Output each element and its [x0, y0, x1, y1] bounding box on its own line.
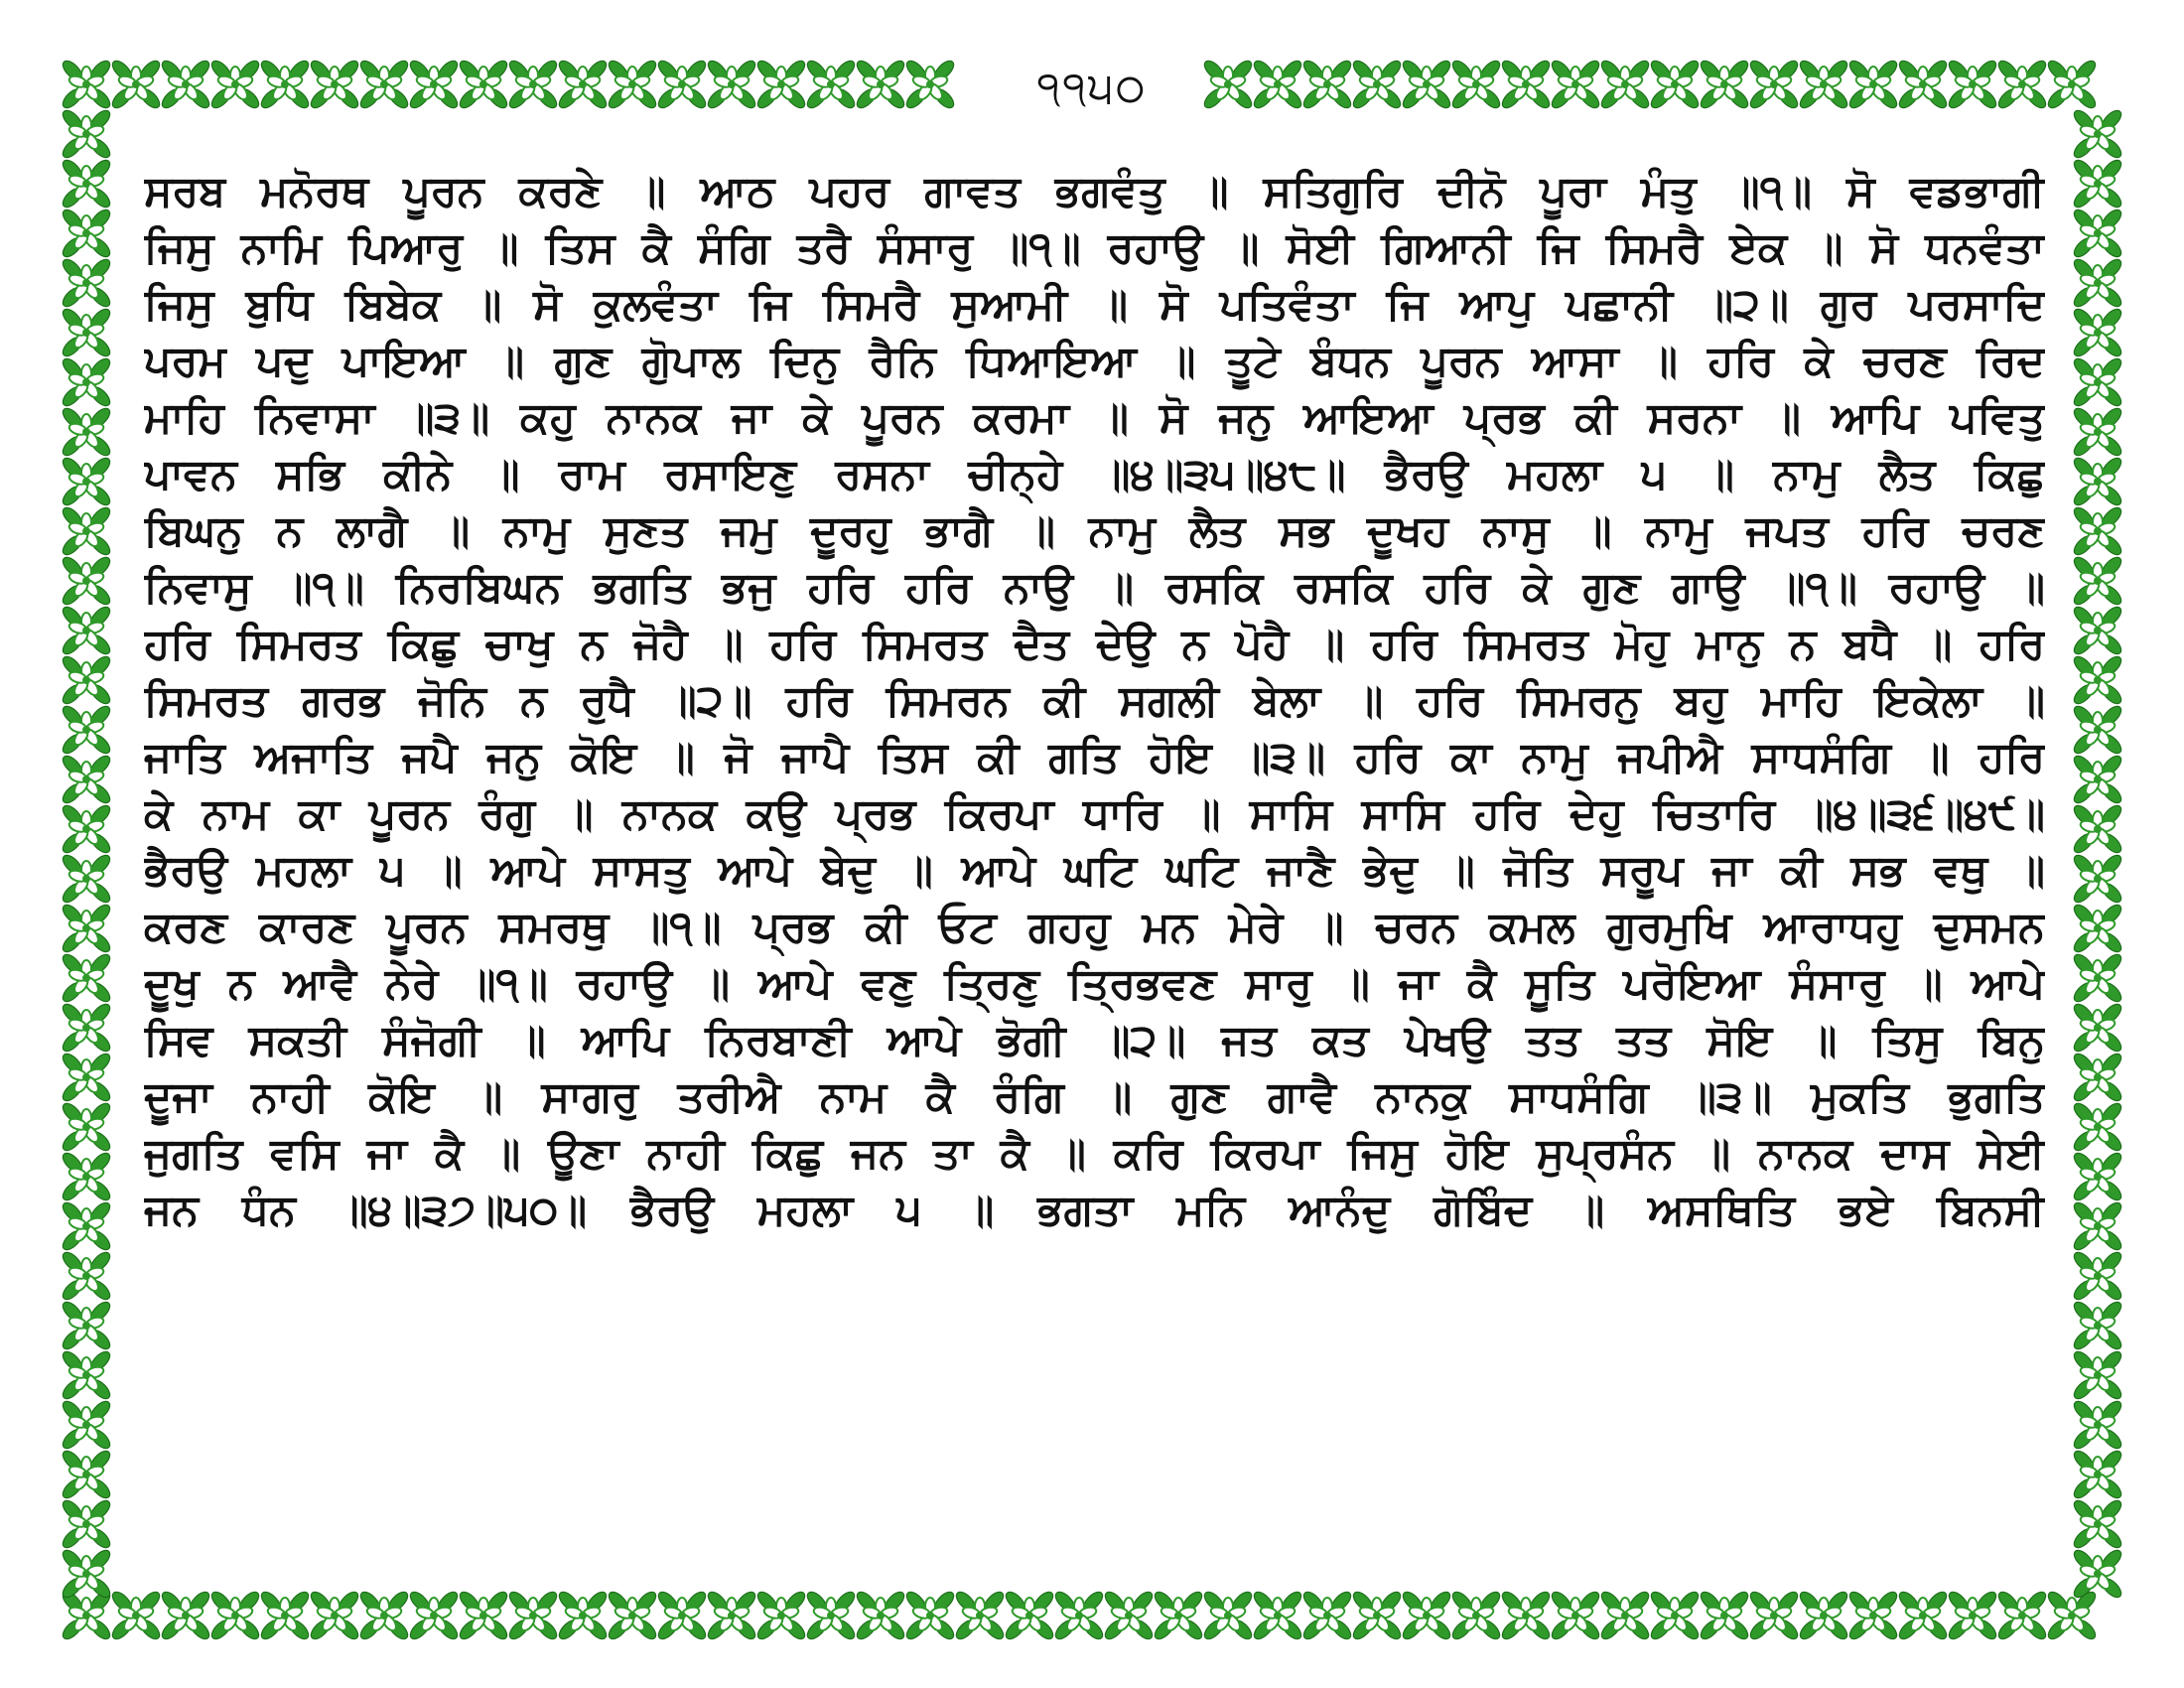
flower-icon: [2045, 1589, 2099, 1642]
flower-icon: [60, 157, 113, 211]
flower-icon: [1152, 1589, 1205, 1642]
flower-icon: [1350, 58, 1404, 111]
text-line: ਭੈਰਉ ਮਹਲਾ ੫ ॥ ਆਪੇ ਸਾਸਤੁ ਆਪੇ ਬੇਦੁ ॥ ਆਪੇ ਘਟਿ ਘਟਿ ਜਾਣੈ ਭੇਦੁ ॥ ਜੋਤਿ ਸਰੂਪ ਜਾ ਕੀ ਸਭ ਵਥੁ ॥: [144, 846, 2045, 896]
flower-icon: [1747, 1589, 1801, 1642]
flower-icon: [308, 58, 361, 111]
flower-icon: [2071, 1448, 2124, 1501]
flower-icon: [60, 1199, 113, 1253]
flower-icon: [2071, 852, 2124, 906]
flower-icon: [60, 58, 113, 111]
flower-icon: [159, 1589, 212, 1642]
flower-icon: [754, 1589, 808, 1642]
flower-icon: [60, 1100, 113, 1154]
flower-icon: [1946, 58, 1999, 111]
flower-icon: [1400, 58, 1453, 111]
flower-icon: [2071, 1299, 2124, 1352]
flower-icon: [1499, 58, 1553, 111]
flower-icon: [60, 1547, 113, 1601]
flower-icon: [1747, 58, 1801, 111]
flower-icon: [2071, 1249, 2124, 1303]
flower-icon: [556, 58, 610, 111]
flower-icon: [2071, 256, 2124, 310]
flower-icon: [2071, 951, 2124, 1005]
flower-icon: [60, 455, 113, 508]
flower-icon: [1797, 58, 1850, 111]
flower-icon: [60, 1249, 113, 1303]
flower-icon: [2071, 1497, 2124, 1551]
flower-icon: [2071, 207, 2124, 260]
flower-icon: [60, 852, 113, 906]
flower-icon: [208, 58, 262, 111]
flower-icon: [1300, 1589, 1354, 1642]
flower-icon: [60, 107, 113, 161]
flower-icon: [1598, 1589, 1652, 1642]
flower-icon: [854, 1589, 907, 1642]
flower-icon: [60, 1348, 113, 1402]
flower-icon: [60, 1497, 113, 1551]
flower-icon: [1201, 58, 1255, 111]
page-number: ੧੧੫੦: [1036, 62, 1148, 113]
flower-icon: [1995, 58, 2049, 111]
flower-icon: [60, 355, 113, 409]
flower-icon: [159, 58, 212, 111]
flower-icon: [1648, 58, 1702, 111]
flower-icon: [2071, 504, 2124, 558]
flower-icon: [1449, 1589, 1503, 1642]
flower-icon: [60, 1051, 113, 1104]
flower-icon: [1350, 1589, 1404, 1642]
flower-icon: [60, 902, 113, 955]
flower-icon: [2071, 1547, 2124, 1601]
flower-icon: [1102, 1589, 1156, 1642]
flower-icon: [606, 58, 659, 111]
flower-icon: [705, 58, 758, 111]
flower-icon: [506, 58, 560, 111]
flower-icon: [60, 653, 113, 707]
flower-icon: [308, 1589, 361, 1642]
flower-icon: [1300, 58, 1354, 111]
flower-icon: [2071, 1001, 2124, 1055]
page-number-box: [1003, 58, 1181, 117]
scripture-text: [144, 164, 2045, 1534]
text-line: ਪਾਵਨ ਸਭਿ ਕੀਨੇ ॥ ਰਾਮ ਰਸਾਇਣੁ ਰਸਨਾ ਚੀਨ੍ਹੇ ॥੪॥੩੫॥੪੮॥ ਭੈਰਉ ਮਹਲਾ ੫ ॥ ਨਾਮੁ ਲੈਤ ਕਿਛੁ: [144, 450, 2045, 499]
flower-icon: [2071, 1348, 2124, 1402]
flower-icon: [2071, 802, 2124, 856]
flower-icon: [2071, 604, 2124, 657]
flower-icon: [2071, 1051, 2124, 1104]
flower-icon: [1499, 1589, 1553, 1642]
flower-icon: [1549, 58, 1602, 111]
flower-icon: [109, 58, 163, 111]
text-line: ਨਿਵਾਸੁ ॥੧॥ ਨਿਰਬਿਘਨ ਭਗਤਿ ਭਜੁ ਹਰਿ ਹਰਿ ਨਾਉ ॥ ਰਸਕਿ ਰਸਕਿ ਹਰਿ ਕੇ ਗੁਣ ਗਾਉ ॥੧॥ ਰਹਾਉ ॥: [144, 563, 2045, 613]
flower-icon: [457, 1589, 510, 1642]
text-line: ਜਿਸੁ ਨਾਮਿ ਪਿਆਰੁ ॥ ਤਿਸ ਕੈ ਸੰਗਿ ਤਰੈ ਸੰਸਾਰੁ ॥੧॥ ਰਹਾਉ ॥ ਸੋਈ ਗਿਆਨੀ ਜਿ ਸਿਮਰੈ ਏਕ ॥ ਸੋ ਧਨਵੰਤਾ: [144, 223, 2045, 273]
text-line: ਪਰਮ ਪਦੁ ਪਾਇਆ ॥ ਗੁਣ ਗੋੁਪਾਲ ਦਿਨੁ ਰੈਨਿ ਧਿਆਇਆ ॥ ਤੂਟੇ ਬੰਧਨ ਪੂਰਨ ਆਸਾ ॥ ਹਰਿ ਕੇ ਚਰਣ ਰਿਦ: [144, 337, 2045, 386]
flower-icon: [60, 1001, 113, 1055]
flower-icon: [60, 256, 113, 310]
flower-icon: [208, 1589, 262, 1642]
text-line: ਮਾਹਿ ਨਿਵਾਸਾ ॥੩॥ ਕਹੁ ਨਾਨਕ ਜਾ ਕੇ ਪੂਰਨ ਕਰਮਾ ॥ ਸੋ ਜਨੁ ਆਇਆ ਪ੍ਰਭ ਕੀ ਸਰਨਾ ॥ ਆਪਿ ਪਵਿਤੁ: [144, 393, 2045, 443]
flower-icon: [1201, 1589, 1255, 1642]
flower-icon: [60, 604, 113, 657]
flower-icon: [903, 1589, 957, 1642]
flower-icon: [854, 58, 907, 111]
flower-icon: [804, 1589, 858, 1642]
flower-icon: [60, 504, 113, 558]
flower-icon: [109, 1589, 163, 1642]
flower-icon: [407, 1589, 461, 1642]
text-line: ਕਰਣ ਕਾਰਣ ਪੂਰਨ ਸਮਰਥੁ ॥੧॥ ਪ੍ਰਭ ਕੀ ਓਟ ਗਹਹੁ ਮਨ ਮੇਰੇ ॥ ਚਰਨ ਕਮਲ ਗੁਰਮੁਖਿ ਆਰਾਧਹੁ ਦੁਸਮਨ: [144, 903, 2045, 952]
flower-icon: [357, 1589, 411, 1642]
flower-icon: [754, 58, 808, 111]
flower-icon: [1251, 1589, 1304, 1642]
flower-icon: [2071, 703, 2124, 757]
flower-icon: [655, 1589, 709, 1642]
flower-icon: [1598, 58, 1652, 111]
flower-icon: [60, 306, 113, 359]
flower-icon: [1400, 1589, 1453, 1642]
text-line: ਦੂਖੁ ਨ ਆਵੈ ਨੇਰੇ ॥੧॥ ਰਹਾਉ ॥ ਆਪੇ ਵਣੁ ਤ੍ਰਿਣੁ ਤ੍ਰਿਭਵਣ ਸਾਰੁ ॥ ਜਾ ਕੈ ਸੂਤਿ ਪਰੋਇਆ ਸੰਸਾਰੁ ॥ ਆਪੇ: [144, 959, 2045, 1009]
flower-icon: [60, 802, 113, 856]
flower-icon: [2071, 306, 2124, 359]
text-line: ਸਿਵ ਸਕਤੀ ਸੰਜੋਗੀ ॥ ਆਪਿ ਨਿਰਬਾਣੀ ਆਪੇ ਭੋਗੀ ॥੨॥ ਜਤ ਕਤ ਪੇਖਉ ਤਤ ਤਤ ਸੋਇ ॥ ਤਿਸੁ ਬਿਨੁ: [144, 1016, 2045, 1065]
flower-icon: [556, 1589, 610, 1642]
flower-icon: [903, 58, 957, 111]
flower-icon: [2045, 58, 2099, 111]
flower-icon: [1052, 1589, 1106, 1642]
text-line: ਸਰਬ ਮਨੋਰਥ ਪੂਰਨ ਕਰਣੇ ॥ ਆਠ ਪਹਰ ਗਾਵਤ ਭਗਵੰਤੁ ॥ ਸਤਿਗੁਰਿ ਦੀਨੋ ਪੂਰਾ ਮੰਤੁ ॥੧॥ ਸੋ ਵਡਭਾਗੀ: [144, 167, 2045, 216]
flower-icon: [2071, 355, 2124, 409]
text-line: ਜਾਤਿ ਅਜਾਤਿ ਜਪੈ ਜਨੁ ਕੋਇ ॥ ਜੋ ਜਾਪੈ ਤਿਸ ਕੀ ਗਤਿ ਹੋਇ ॥੩॥ ਹਰਿ ਕਾ ਨਾਮੁ ਜਪੀਐ ਸਾਧਸੰਗਿ ॥ ਹਰਿ: [144, 733, 2045, 782]
flower-icon: [606, 1589, 659, 1642]
flower-icon: [407, 58, 461, 111]
flower-icon: [1003, 1589, 1056, 1642]
flower-icon: [1797, 1589, 1850, 1642]
flower-icon: [1698, 58, 1751, 111]
flower-icon: [357, 58, 411, 111]
flower-icon: [60, 207, 113, 260]
flower-icon: [1846, 1589, 1900, 1642]
text-line: ਬਿਘਨੁ ਨ ਲਾਗੈ ॥ ਨਾਮੁ ਸੁਣਤ ਜਮੁ ਦੂਰਹੁ ਭਾਗੈ ॥ ਨਾਮੁ ਲੈਤ ਸਭ ਦੂਖਹ ਨਾਸੁ ॥ ਨਾਮੁ ਜਪਤ ਹਰਿ ਚਰਣ: [144, 506, 2045, 556]
flower-icon: [2071, 1150, 2124, 1203]
flower-icon: [2071, 455, 2124, 508]
flower-icon: [1995, 1589, 2049, 1642]
flower-icon: [1549, 1589, 1602, 1642]
flower-icon: [506, 1589, 560, 1642]
flower-icon: [457, 58, 510, 111]
text-line: ਦੂਜਾ ਨਾਹੀ ਕੋਇ ॥ ਸਾਗਰੁ ਤਰੀਐ ਨਾਮ ਕੈ ਰੰਗਿ ॥ ਗੁਣ ਗਾਵੈ ਨਾਨਕੁ ਸਾਧਸੰਗਿ ॥੩॥ ਮੁਕਤਿ ਭੁਗਤਿ: [144, 1072, 2045, 1122]
flower-icon: [2071, 107, 2124, 161]
flower-icon: [804, 58, 858, 111]
text-line: ਜਨ ਧੰਨ ॥੪॥੩੭॥੫੦॥ ਭੈਰਉ ਮਹਲਾ ੫ ॥ ਭਗਤਾ ਮਨਿ ਆਨੰਦੁ ਗੋਬਿੰਦ ॥ ਅਸਥਿਤਿ ਭਏ ਬਿਨਸੀ: [144, 1186, 2045, 1235]
flower-icon: [705, 1589, 758, 1642]
text-line: ਕੇ ਨਾਮ ਕਾ ਪੂਰਨ ਰੰਗੁ ॥ ਨਾਨਕ ਕਉ ਪ੍ਰਭ ਕਿਰਪਾ ਧਾਰਿ ॥ ਸਾਸਿ ਸਾਸਿ ਹਰਿ ਦੇਹੁ ਚਿਤਾਰਿ ॥੪॥੩੬॥੪੯॥: [144, 789, 2045, 839]
flower-icon: [1846, 58, 1900, 111]
flower-icon: [1896, 1589, 1950, 1642]
flower-icon: [258, 1589, 312, 1642]
flower-icon: [2071, 653, 2124, 707]
flower-icon: [2071, 405, 2124, 459]
text-line: ਜਿਸੁ ਬੁਧਿ ਬਿਬੇਕ ॥ ਸੋ ਕੁਲਵੰਤਾ ਜਿ ਸਿਮਰੈ ਸੁਆਮੀ ॥ ਸੋ ਪਤਿਵੰਤਾ ਜਿ ਆਪੁ ਪਛਾਨੀ ॥੨॥ ਗੁਰ ਪਰਸਾਦਿ: [144, 280, 2045, 330]
flower-icon: [60, 405, 113, 459]
flower-icon: [1449, 58, 1503, 111]
flower-icon: [258, 58, 312, 111]
flower-icon: [2071, 902, 2124, 955]
flower-icon: [2071, 554, 2124, 608]
flower-icon: [1698, 1589, 1751, 1642]
flower-icon: [655, 58, 709, 111]
flower-icon: [60, 951, 113, 1005]
flower-icon: [60, 1398, 113, 1452]
flower-icon: [60, 1150, 113, 1203]
flower-icon: [2071, 157, 2124, 211]
text-line: ਸਿਮਰਤ ਗਰਭ ਜੋਨਿ ਨ ਰੁਧੈ ॥੨॥ ਹਰਿ ਸਿਮਰਨ ਕੀ ਸਗਲੀ ਬੇਲਾ ॥ ਹਰਿ ਸਿਮਰਨੁ ਬਹੁ ਮਾਹਿ ਇਕੇਲਾ ॥: [144, 676, 2045, 726]
flower-icon: [60, 554, 113, 608]
text-line: ਹਰਿ ਸਿਮਰਤ ਕਿਛੁ ਚਾਖੁ ਨ ਜੋਹੈ ॥ ਹਰਿ ਸਿਮਰਤ ਦੈਤ ਦੇਉ ਨ ਪੋਹੈ ॥ ਹਰਿ ਸਿਮਰਤ ਮੋਹੁ ਮਾਨੁ ਨ ਬਧੈ ॥ ਹਰਿ: [144, 620, 2045, 669]
flower-icon: [2071, 1199, 2124, 1253]
flower-icon: [60, 753, 113, 806]
flower-icon: [1946, 1589, 1999, 1642]
flower-icon: [1251, 58, 1304, 111]
flower-icon: [2071, 1100, 2124, 1154]
flower-icon: [953, 1589, 1007, 1642]
flower-icon: [60, 703, 113, 757]
flower-icon: [60, 1299, 113, 1352]
flower-icon: [1648, 1589, 1702, 1642]
flower-icon: [2071, 753, 2124, 806]
flower-icon: [1896, 58, 1950, 111]
text-line: ਜੁਗਤਿ ਵਸਿ ਜਾ ਕੈ ॥ ਊਣਾ ਨਾਹੀ ਕਿਛੁ ਜਨ ਤਾ ਕੈ ॥ ਕਰਿ ਕਿਰਪਾ ਜਿਸੁ ਹੋਇ ਸੁਪ੍ਰਸੰਨ ॥ ਨਾਨਕ ਦਾਸ ਸੇਈ: [144, 1129, 2045, 1179]
flower-icon: [60, 1448, 113, 1501]
flower-icon: [2071, 1398, 2124, 1452]
